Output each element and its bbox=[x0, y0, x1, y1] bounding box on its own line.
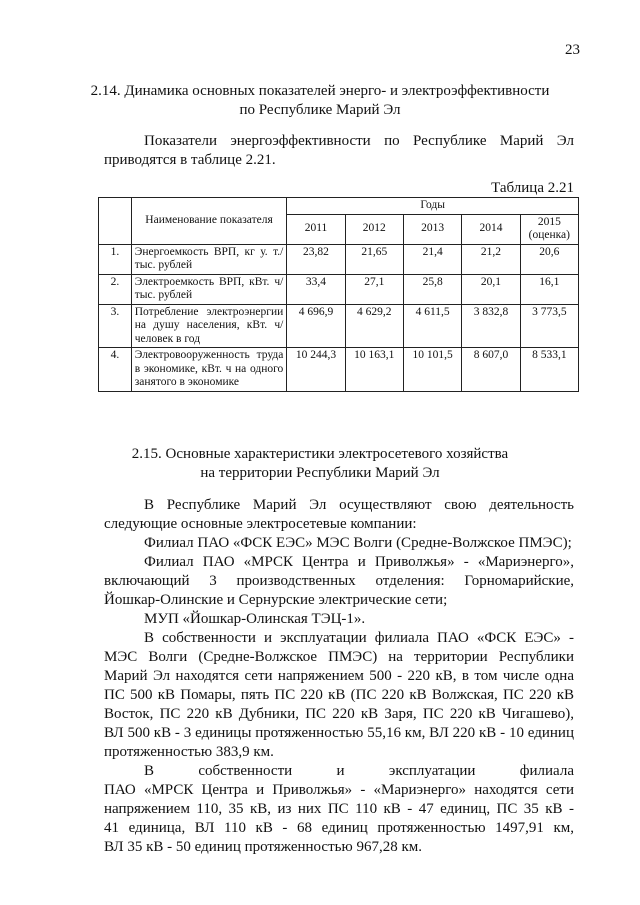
body-line: протяженностью 383,9 км. bbox=[104, 744, 274, 760]
body-line: ВЛ 35 кВ - 50 единиц протяженностью 967,28 км. bbox=[104, 839, 422, 855]
body-line: МЭС Волги (Средне-Волжское ПМЭС) на территории Республики bbox=[104, 649, 574, 665]
table-row bbox=[99, 244, 579, 274]
table-caption: Таблица 2.21 bbox=[491, 180, 574, 196]
header-year: 2014 bbox=[462, 214, 520, 244]
header-year: 2012 bbox=[345, 214, 403, 244]
section-2-15-title bbox=[0, 445, 640, 483]
row-value: 10 163,1 bbox=[345, 348, 403, 392]
body-line: Филиал ПАО «ФСК ЕЭС» МЭС Волги (Средне-Волжское ПМЭС); bbox=[144, 535, 572, 551]
row-value: 21,2 bbox=[462, 244, 520, 274]
body-line: В собственности и эксплуатации филиала bbox=[144, 763, 574, 779]
header-num bbox=[99, 198, 132, 245]
row-value: 33,4 bbox=[287, 274, 345, 304]
body-line: следующие основные электросетевые компании: bbox=[104, 516, 417, 532]
row-value: 21,4 bbox=[403, 244, 461, 274]
row-name: Энергоемкость ВРП, кг у. т./тыс. рублей bbox=[131, 244, 287, 274]
row-name: Потребление электроэнергии на душу населения, кВт. ч/человек в год bbox=[131, 304, 287, 348]
row-value: 4 611,5 bbox=[403, 304, 461, 348]
body-line: Йошкар-Олинские и Сернурские электрические сети; bbox=[104, 592, 448, 608]
row-value: 27,1 bbox=[345, 274, 403, 304]
section-2-14-title-line2: по Республике Марий Эл bbox=[239, 102, 401, 118]
header-year: 2013 bbox=[403, 214, 461, 244]
intro-line: Показатели энергоэффективности по Республике Марий Эл bbox=[144, 133, 574, 149]
body-line: ВЛ 500 кВ - 3 единицы протяженностью 55,16 км, ВЛ 220 кВ - 10 единиц bbox=[104, 725, 574, 741]
header-year: 2011 bbox=[287, 214, 345, 244]
body-line: включающий 3 производственных отделения: Горномарийские, bbox=[104, 573, 574, 589]
body-line: МУП «Йошкар-Олинская ТЭЦ-1». bbox=[144, 611, 366, 627]
header-years: Годы bbox=[287, 198, 579, 215]
section-2-14-title bbox=[0, 82, 640, 120]
body-line: ПАО «МРСК Центра и Приволжья» - «Мариэнерго» находятся сети bbox=[104, 782, 574, 798]
row-value: 3 832,8 bbox=[462, 304, 520, 348]
body-line: ПС 500 кВ Помары, пять ПС 220 кВ (ПС 220 кВ Волжская, ПС 220 кВ bbox=[104, 687, 574, 703]
section-2-15-title-line2: на территории Республики Марий Эл bbox=[200, 465, 440, 481]
row-name: Электроемкость ВРП, кВт. ч/тыс. рублей bbox=[131, 274, 287, 304]
row-value: 16,1 bbox=[520, 274, 578, 304]
body-line: В собственности и эксплуатации филиала ПАО «ФСК ЕЭС» - bbox=[144, 630, 574, 646]
row-value: 25,8 bbox=[403, 274, 461, 304]
row-value: 10 101,5 bbox=[403, 348, 461, 392]
body-line: 41 единица, ВЛ 110 кВ - 68 единиц протяженностью 1497,91 км, bbox=[104, 820, 574, 836]
row-num: 4. bbox=[99, 348, 132, 392]
page-number: 23 bbox=[565, 42, 580, 58]
row-num: 3. bbox=[99, 304, 132, 348]
row-value: 10 244,3 bbox=[287, 348, 345, 392]
header-name: Наименование показателя bbox=[131, 198, 287, 245]
row-num: 2. bbox=[99, 274, 132, 304]
header-year: 2015 (оценка) bbox=[520, 214, 578, 244]
row-value: 8 607,0 bbox=[462, 348, 520, 392]
row-value: 23,82 bbox=[287, 244, 345, 274]
section-2-14-title-line1: 2.14. Динамика основных показателей энерго- и электроэффективности bbox=[90, 83, 550, 99]
body-line: В Республике Марий Эл осуществляют свою деятельность bbox=[144, 497, 574, 513]
row-value: 3 773,5 bbox=[520, 304, 578, 348]
indicators-table bbox=[98, 197, 579, 392]
row-name: Электровооруженность труда в экономике, кВт. ч на одного занятого в экономике bbox=[131, 348, 287, 392]
body-line: Восток, ПС 220 кВ Дубники, ПС 220 кВ Заря, ПС 220 кВ Чигашево), bbox=[104, 706, 574, 722]
row-value: 20,1 bbox=[462, 274, 520, 304]
table-row bbox=[99, 274, 579, 304]
table-row bbox=[99, 304, 579, 348]
row-value: 20,6 bbox=[520, 244, 578, 274]
section-2-15-body bbox=[104, 496, 574, 857]
row-num: 1. bbox=[99, 244, 132, 274]
row-value: 4 696,9 bbox=[287, 304, 345, 348]
body-line: напряжением 110, 35 кВ, из них ПС 110 кВ - 47 единиц, ПС 35 кВ - bbox=[104, 801, 574, 817]
row-value: 8 533,1 bbox=[520, 348, 578, 392]
section-2-15-title-line1: 2.15. Основные характеристики электросетевого хозяйства bbox=[131, 446, 509, 462]
row-value: 4 629,2 bbox=[345, 304, 403, 348]
body-line: Марий Эл находятся сети напряжением 500 - 220 кВ, в том числе одна bbox=[104, 668, 574, 684]
row-value: 21,65 bbox=[345, 244, 403, 274]
table-row bbox=[99, 348, 579, 392]
body-line: Филиал ПАО «МРСК Центра и Приволжья» - «Мариэнерго», bbox=[144, 554, 574, 570]
intro-line: приводятся в таблице 2.21. bbox=[104, 152, 276, 168]
intro-paragraph bbox=[104, 132, 574, 170]
